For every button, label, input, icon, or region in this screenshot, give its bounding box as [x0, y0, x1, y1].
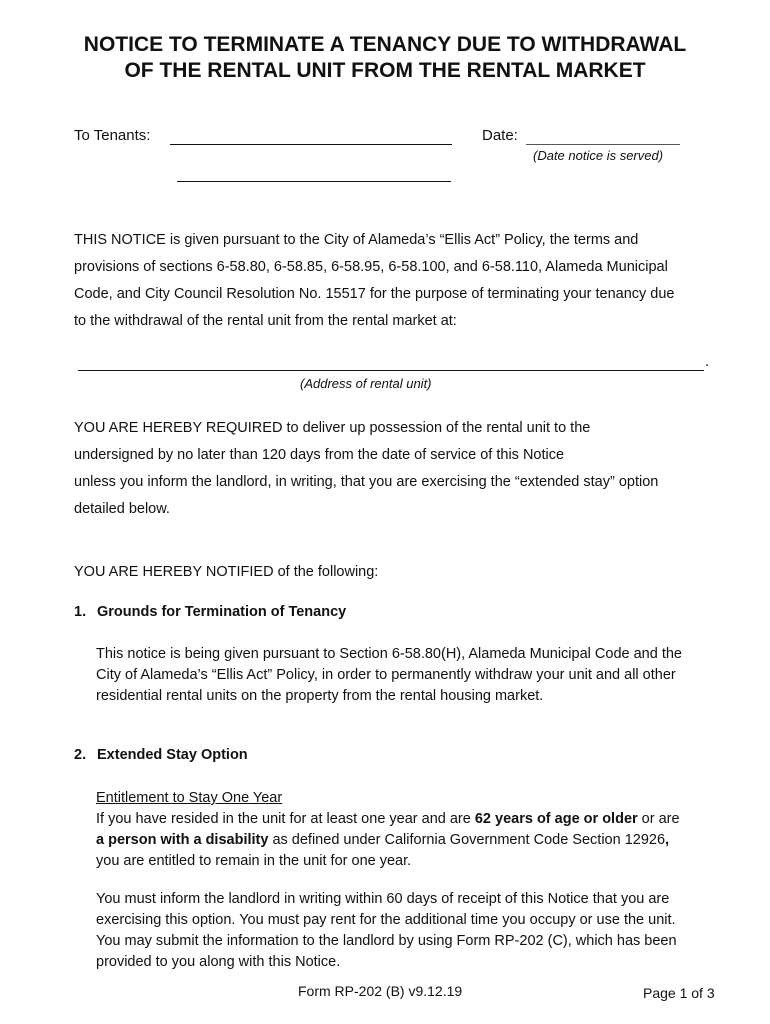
to-tenants-label: To Tenants:: [74, 127, 151, 144]
section-2-p2-line-3: You may submit the information to the landlord by using Form RP-202 (C), which has been: [96, 933, 677, 949]
required-line-2: undersigned by no later than 120 days from the date of service of this Notice: [74, 447, 565, 463]
date-label: Date:: [482, 127, 518, 144]
section-2-p2-line-1: You must inform the landlord in writing within 60 days of receipt of this Notice that you are: [96, 891, 670, 907]
form-number: Form RP-202 (B) v9.12.19: [298, 983, 463, 999]
title-line-1: NOTICE TO TERMINATE A TENANCY DUE TO WITHDRAWAL: [83, 33, 687, 56]
address-note: (Address of rental unit): [300, 376, 432, 391]
date-note: (Date notice is served): [533, 148, 664, 163]
required-line-4: detailed below.: [74, 501, 170, 517]
p1-text-a: If you have resided in the unit for at least one year and are: [96, 811, 475, 827]
required-line-3: unless you inform the landlord, in writing, that you are exercising the “extended stay” option: [74, 474, 659, 490]
intro-line-1: THIS NOTICE is given pursuant to the City of Alameda’s “Ellis Act” Policy, the terms and: [74, 232, 639, 248]
section-2-number: 2.: [74, 747, 87, 763]
address-end-period: .: [705, 354, 710, 370]
section-2-p1-line-3: you are entitled to remain in the unit for one year.: [96, 853, 412, 869]
intro-line-3: Code, and City Council Resolution No. 15517 for the purpose of terminating your tenancy due: [74, 286, 675, 302]
p1-disability: a person with a disability: [96, 832, 269, 848]
address-line[interactable]: [78, 370, 704, 371]
section-2-p2: [96, 889, 716, 973]
section-2-p1-line-1: [96, 809, 716, 830]
tenant-name-line-2[interactable]: [177, 181, 451, 182]
section-2-heading: Extended Stay Option: [97, 747, 248, 763]
section-2-body: [96, 788, 716, 872]
p1-comma: ,: [665, 832, 670, 848]
required-paragraph: [74, 415, 714, 523]
extended-stay-subheading: Entitlement to Stay One Year: [96, 790, 283, 806]
section-2-p2-line-2: exercising this option. You must pay rent for the additional time you occupy or use the unit.: [96, 912, 676, 928]
section-1-body: [96, 644, 716, 707]
tenant-name-line-1[interactable]: [170, 144, 452, 145]
section-1-line-3: residential rental units on the property from the rental housing market.: [96, 688, 544, 704]
section-1-heading: Grounds for Termination of Tenancy: [97, 604, 347, 620]
required-line-1: YOU ARE HEREBY REQUIRED to deliver up possession of the rental unit to the: [74, 420, 591, 436]
p1-text-e: as defined under California Government Code Section 12926: [268, 832, 666, 848]
section-1-line-1: This notice is being given pursuant to Section 6-58.80(H), Alameda Municipal Code and the: [96, 646, 682, 662]
intro-paragraph: [74, 227, 714, 335]
section-2-p1-line-2: [96, 830, 716, 851]
intro-line-2: provisions of sections 6-58.80, 6-58.85, 6-58.95, 6-58.100, and 6-58.110, Alameda Municipal: [74, 259, 668, 275]
date-line[interactable]: [526, 144, 680, 145]
section-1-number: 1.: [74, 604, 87, 620]
notified-statement: YOU ARE HEREBY NOTIFIED of the following:: [74, 564, 379, 580]
p1-text-c: or are: [637, 811, 680, 827]
section-2-p2-line-4: provided to you along with this Notice.: [96, 954, 341, 970]
document-title: [0, 32, 770, 84]
section-1-line-2: City of Alameda’s “Ellis Act” Policy, in order to permanently withdraw your unit and all other: [96, 667, 676, 683]
intro-line-4: to the withdrawal of the rental unit from the rental market at:: [74, 313, 457, 329]
p1-age-requirement: 62 years of age or older: [474, 811, 638, 827]
page-number: Page 1 of 3: [643, 985, 715, 1001]
title-line-2: OF THE RENTAL UNIT FROM THE RENTAL MARKET: [124, 59, 646, 82]
